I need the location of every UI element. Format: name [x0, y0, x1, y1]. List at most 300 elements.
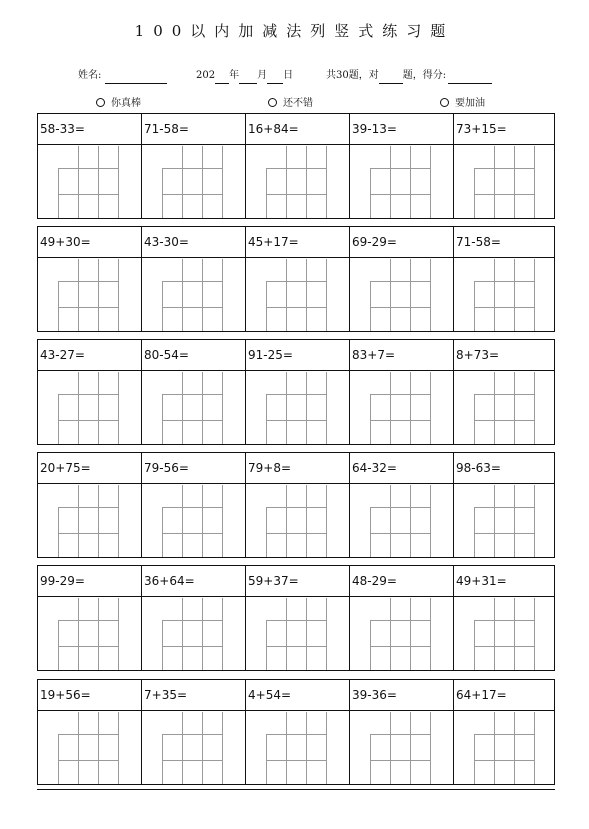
column-divider — [245, 114, 246, 218]
problem-text: 8+73= — [456, 348, 500, 362]
problem-text: 43-30= — [144, 235, 189, 249]
grid-line — [58, 394, 59, 444]
grid-line — [266, 168, 326, 169]
grid-line — [162, 507, 163, 557]
answer-grid[interactable] — [58, 485, 118, 557]
grid-line — [370, 394, 371, 444]
grid-line — [390, 712, 391, 784]
column-divider — [141, 680, 142, 784]
grid-line — [306, 372, 307, 444]
problem-text: 4+54= — [248, 688, 292, 702]
grid-line — [58, 281, 59, 331]
problem-row — [37, 452, 555, 558]
grid-line — [266, 760, 326, 761]
year-prefix: 202 — [196, 70, 216, 81]
grid-line — [58, 168, 59, 218]
grid-line — [534, 259, 535, 331]
problem-text: 20+75= — [40, 461, 91, 475]
grid-line — [162, 620, 222, 621]
grid-line — [494, 712, 495, 784]
column-divider — [245, 680, 246, 784]
grid-line — [474, 646, 534, 647]
column-divider — [141, 566, 142, 670]
problem-row — [37, 565, 555, 671]
grid-line — [474, 168, 534, 169]
grid-line — [266, 281, 326, 282]
grid-line — [78, 372, 79, 444]
grid-line — [266, 507, 267, 557]
grid-line — [474, 507, 534, 508]
row-divider — [38, 144, 554, 145]
name-blank[interactable] — [105, 72, 167, 84]
grid-line — [266, 420, 326, 421]
problem-text: 49+30= — [40, 235, 91, 249]
grid-line — [306, 712, 307, 784]
grid-line — [494, 372, 495, 444]
grid-line — [326, 712, 327, 784]
problem-text: 83+7= — [352, 348, 396, 362]
problem-text: 64-32= — [352, 461, 397, 475]
day-label: 日 — [283, 70, 294, 81]
problem-text: 98-63= — [456, 461, 501, 475]
answer-grid[interactable] — [162, 598, 222, 670]
problem-row — [37, 339, 555, 445]
grid-line — [474, 420, 534, 421]
grid-line — [266, 620, 326, 621]
grid-line — [162, 168, 222, 169]
grid-line — [514, 372, 515, 444]
grid-line — [78, 485, 79, 557]
grid-line — [390, 259, 391, 331]
grid-line — [266, 734, 267, 784]
grid-line — [202, 146, 203, 218]
grid-line — [222, 712, 223, 784]
problem-text: 39-13= — [352, 122, 397, 136]
grid-line — [390, 146, 391, 218]
row-divider — [38, 257, 554, 258]
correct-label: 题，得分: — [402, 70, 447, 81]
column-divider — [349, 680, 350, 784]
grid-line — [474, 307, 534, 308]
answer-grid[interactable] — [370, 259, 430, 331]
year-label: 年 — [229, 70, 240, 81]
grid-line — [222, 485, 223, 557]
problem-text: 69-29= — [352, 235, 397, 249]
grid-line — [162, 734, 222, 735]
grid-line — [58, 734, 118, 735]
grid-line — [162, 760, 222, 761]
problem-row — [37, 226, 555, 332]
grid-line — [370, 734, 371, 784]
column-divider — [349, 566, 350, 670]
grid-line — [410, 712, 411, 784]
day-blank[interactable] — [267, 72, 283, 84]
column-divider — [453, 114, 454, 218]
grid-line — [58, 734, 59, 784]
month-label: 月 — [257, 70, 268, 81]
row-divider — [38, 596, 554, 597]
grid-line — [494, 259, 495, 331]
grid-line — [58, 168, 118, 169]
grid-line — [162, 394, 222, 395]
problem-text: 73+15= — [456, 122, 507, 136]
grid-line — [98, 259, 99, 331]
grid-line — [266, 394, 267, 444]
column-divider — [245, 453, 246, 557]
answer-grid[interactable] — [58, 146, 118, 218]
grid-line — [58, 507, 59, 557]
grid-line — [286, 598, 287, 670]
grid-line — [222, 598, 223, 670]
grid-line — [430, 372, 431, 444]
grid-line — [534, 598, 535, 670]
grid-line — [98, 598, 99, 670]
year-blank[interactable] — [215, 72, 229, 84]
grid-line — [326, 598, 327, 670]
grid-line — [410, 485, 411, 557]
grid-line — [430, 598, 431, 670]
rating-label: 要加油 — [455, 98, 485, 109]
grid-line — [58, 281, 118, 282]
grid-line — [326, 146, 327, 218]
problem-text: 71-58= — [144, 122, 189, 136]
grid-line — [370, 507, 430, 508]
name-field[interactable] — [78, 68, 167, 84]
grid-line — [58, 194, 118, 195]
answer-grid[interactable] — [370, 485, 430, 557]
answer-grid[interactable] — [162, 712, 222, 784]
grid-line — [474, 533, 534, 534]
grid-line — [78, 712, 79, 784]
grid-line — [474, 168, 475, 218]
grid-line — [266, 168, 267, 218]
correct-blank[interactable] — [379, 72, 403, 84]
grid-line — [474, 394, 534, 395]
grid-line — [494, 598, 495, 670]
grid-line — [98, 146, 99, 218]
name-label: 姓名: — [78, 70, 102, 81]
grid-line — [202, 485, 203, 557]
row-divider — [38, 370, 554, 371]
grid-line — [370, 620, 371, 670]
column-divider — [349, 340, 350, 444]
grid-line — [162, 734, 163, 784]
grid-line — [222, 372, 223, 444]
answer-grid[interactable] — [370, 712, 430, 784]
problem-text: 79+8= — [248, 461, 292, 475]
grid-line — [162, 533, 222, 534]
grid-line — [474, 281, 475, 331]
grid-line — [58, 620, 59, 670]
problem-row — [37, 113, 555, 219]
grid-line — [78, 598, 79, 670]
grid-line — [390, 372, 391, 444]
grid-line — [306, 485, 307, 557]
grid-line — [390, 598, 391, 670]
grid-line — [182, 485, 183, 557]
grid-line — [370, 168, 430, 169]
answer-grid[interactable] — [370, 372, 430, 444]
grid-line — [370, 281, 371, 331]
problem-text: 99-29= — [40, 574, 85, 588]
grid-line — [534, 146, 535, 218]
grid-line — [370, 307, 430, 308]
grid-line — [474, 507, 475, 557]
grid-line — [98, 372, 99, 444]
grid-line — [266, 307, 326, 308]
grid-line — [98, 712, 99, 784]
problem-text: 91-25= — [248, 348, 293, 362]
rating-label: 你真棒 — [111, 98, 141, 109]
grid-line — [474, 194, 534, 195]
grid-line — [182, 372, 183, 444]
problem-text: 45+17= — [248, 235, 299, 249]
column-divider — [141, 114, 142, 218]
grid-line — [286, 485, 287, 557]
grid-line — [182, 259, 183, 331]
problem-text: 79-56= — [144, 461, 189, 475]
answer-grid[interactable] — [370, 598, 430, 670]
score-field[interactable] — [326, 68, 492, 84]
grid-line — [202, 712, 203, 784]
grid-line — [266, 394, 326, 395]
date-field[interactable] — [196, 68, 293, 84]
grid-line — [118, 372, 119, 444]
grid-line — [534, 485, 535, 557]
answer-grid[interactable] — [266, 712, 326, 784]
grid-line — [266, 507, 326, 508]
column-divider — [453, 227, 454, 331]
problem-text: 36+64= — [144, 574, 195, 588]
grid-line — [326, 259, 327, 331]
grid-line — [494, 146, 495, 218]
answer-grid[interactable] — [162, 146, 222, 218]
answer-grid[interactable] — [266, 485, 326, 557]
grid-line — [370, 620, 430, 621]
grid-line — [78, 259, 79, 331]
row-divider — [38, 710, 554, 711]
rating-label: 还不错 — [283, 98, 313, 109]
column-divider — [453, 453, 454, 557]
grid-line — [430, 146, 431, 218]
column-divider — [453, 340, 454, 444]
grid-line — [514, 712, 515, 784]
answer-grid[interactable] — [58, 712, 118, 784]
radio-circle-icon[interactable] — [96, 98, 105, 107]
grid-line — [326, 372, 327, 444]
score-blank[interactable] — [448, 72, 492, 84]
grid-line — [162, 646, 222, 647]
grid-line — [430, 712, 431, 784]
rating-option-2[interactable] — [268, 98, 313, 110]
answer-grid[interactable] — [266, 146, 326, 218]
answer-grid[interactable] — [474, 146, 534, 218]
answer-grid[interactable] — [474, 259, 534, 331]
column-divider — [245, 227, 246, 331]
column-divider — [349, 453, 350, 557]
grid-line — [370, 194, 430, 195]
grid-line — [162, 620, 163, 670]
grid-line — [58, 420, 118, 421]
grid-line — [370, 507, 371, 557]
grid-line — [58, 507, 118, 508]
grid-line — [202, 598, 203, 670]
column-divider — [349, 227, 350, 331]
grid-line — [534, 712, 535, 784]
radio-circle-icon[interactable] — [440, 98, 449, 107]
month-blank[interactable] — [239, 72, 257, 84]
grid-line — [58, 307, 118, 308]
problem-text: 19+56= — [40, 688, 91, 702]
answer-grid[interactable] — [266, 259, 326, 331]
grid-line — [266, 194, 326, 195]
grid-line — [534, 372, 535, 444]
grid-line — [162, 168, 163, 218]
grid-line — [370, 420, 430, 421]
answer-grid[interactable] — [58, 259, 118, 331]
grid-line — [118, 485, 119, 557]
grid-line — [202, 259, 203, 331]
total-label: 共30题，对 — [326, 70, 379, 81]
grid-line — [118, 259, 119, 331]
grid-line — [306, 146, 307, 218]
grid-line — [118, 598, 119, 670]
grid-line — [370, 646, 430, 647]
grid-line — [474, 760, 534, 761]
rating-option-3[interactable] — [440, 98, 485, 110]
problem-text: 80-54= — [144, 348, 189, 362]
answer-grid[interactable] — [58, 372, 118, 444]
row-divider — [38, 483, 554, 484]
column-divider — [245, 340, 246, 444]
problem-text: 43-27= — [40, 348, 85, 362]
grid-line — [58, 646, 118, 647]
column-divider — [245, 566, 246, 670]
grid-line — [286, 712, 287, 784]
grid-line — [370, 281, 430, 282]
grid-line — [370, 760, 430, 761]
answer-grid[interactable] — [266, 372, 326, 444]
grid-line — [222, 259, 223, 331]
grid-line — [430, 259, 431, 331]
grid-line — [162, 507, 222, 508]
grid-line — [162, 307, 222, 308]
grid-line — [474, 734, 475, 784]
problem-text: 71-58= — [456, 235, 501, 249]
grid-line — [182, 712, 183, 784]
grid-line — [474, 734, 534, 735]
grid-line — [390, 485, 391, 557]
grid-line — [98, 485, 99, 557]
grid-line — [430, 485, 431, 557]
rating-option-1[interactable] — [96, 98, 141, 110]
grid-line — [514, 146, 515, 218]
grid-line — [306, 259, 307, 331]
grid-line — [266, 734, 326, 735]
grid-line — [118, 146, 119, 218]
answer-grid[interactable] — [162, 485, 222, 557]
problem-sheet — [37, 113, 555, 793]
grid-line — [474, 281, 534, 282]
grid-line — [370, 533, 430, 534]
grid-line — [266, 646, 326, 647]
grid-line — [78, 146, 79, 218]
column-divider — [141, 453, 142, 557]
grid-line — [162, 420, 222, 421]
grid-line — [266, 620, 267, 670]
grid-line — [182, 598, 183, 670]
grid-line — [58, 394, 118, 395]
problem-row — [37, 679, 555, 785]
grid-line — [514, 485, 515, 557]
grid-line — [266, 533, 326, 534]
grid-line — [202, 372, 203, 444]
grid-line — [410, 146, 411, 218]
answer-grid[interactable] — [474, 372, 534, 444]
problem-text: 64+17= — [456, 688, 507, 702]
answer-grid[interactable] — [162, 372, 222, 444]
grid-line — [162, 281, 163, 331]
column-divider — [141, 340, 142, 444]
problem-text: 39-36= — [352, 688, 397, 702]
problem-text: 49+31= — [456, 574, 507, 588]
problem-text: 58-33= — [40, 122, 85, 136]
grid-line — [58, 533, 118, 534]
answer-grid[interactable] — [474, 598, 534, 670]
grid-line — [370, 394, 430, 395]
grid-line — [514, 598, 515, 670]
grid-line — [118, 712, 119, 784]
worksheet-title: 100以内加减法列竖式练习题 — [134, 22, 455, 40]
grid-line — [162, 394, 163, 444]
grid-line — [410, 372, 411, 444]
grid-line — [182, 146, 183, 218]
grid-line — [286, 372, 287, 444]
column-divider — [349, 114, 350, 218]
problem-text: 7+35= — [144, 688, 188, 702]
radio-circle-icon[interactable] — [268, 98, 277, 107]
grid-line — [162, 194, 222, 195]
column-divider — [453, 680, 454, 784]
problem-text: 48-29= — [352, 574, 397, 588]
grid-line — [494, 485, 495, 557]
grid-line — [286, 259, 287, 331]
column-divider — [453, 566, 454, 670]
answer-grid[interactable] — [266, 598, 326, 670]
answer-grid[interactable] — [474, 485, 534, 557]
grid-line — [474, 620, 475, 670]
answer-grid[interactable] — [162, 259, 222, 331]
problem-text: 59+37= — [248, 574, 299, 588]
answer-grid[interactable] — [474, 712, 534, 784]
grid-line — [370, 168, 371, 218]
grid-line — [514, 259, 515, 331]
answer-grid[interactable] — [370, 146, 430, 218]
grid-line — [286, 146, 287, 218]
grid-line — [410, 598, 411, 670]
grid-line — [474, 620, 534, 621]
grid-line — [306, 598, 307, 670]
problem-text: 16+84= — [248, 122, 299, 136]
answer-grid[interactable] — [58, 598, 118, 670]
grid-line — [370, 734, 430, 735]
grid-line — [474, 394, 475, 444]
grid-line — [162, 281, 222, 282]
sheet-bottom-line — [37, 789, 555, 790]
grid-line — [410, 259, 411, 331]
column-divider — [141, 227, 142, 331]
grid-line — [222, 146, 223, 218]
